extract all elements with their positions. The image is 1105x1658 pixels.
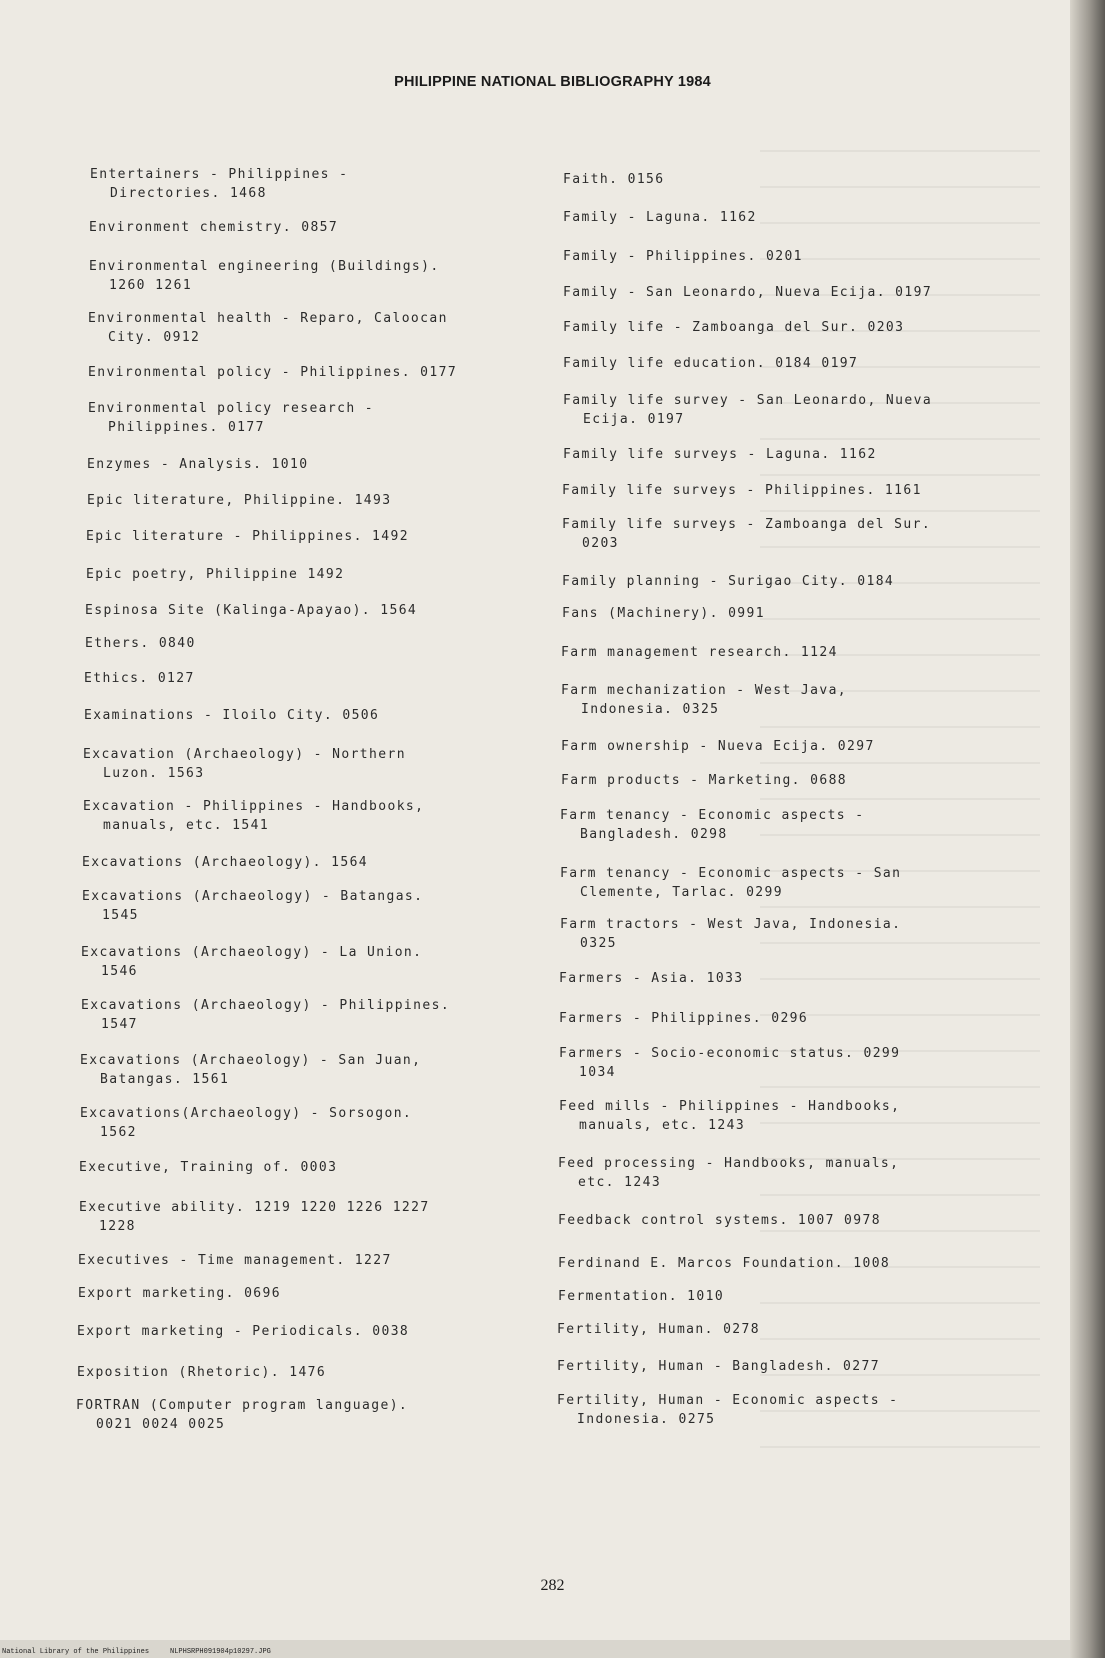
- index-entry: Farmers - Philippines. 0296: [559, 1011, 809, 1026]
- index-entry: Fertility, Human - Bangladesh. 0277: [557, 1359, 880, 1374]
- index-entry: Farmers - Asia. 1033: [559, 971, 744, 986]
- index-entry: Family life surveys - Zamboanga del Sur. 0203: [562, 517, 932, 551]
- index-entry: Farm tenancy - Economic aspects - San Clemente, Tarlac. 0299: [560, 866, 902, 900]
- index-entry: Environment chemistry. 0857: [89, 220, 339, 235]
- index-entry: Excavations (Archaeology) - Batangas. 1545: [82, 889, 424, 923]
- index-entry: Epic poetry, Philippine 1492: [86, 567, 345, 582]
- index-entry: Excavations (Archaeology). 1564: [82, 855, 369, 870]
- index-entry: Examinations - Iloilo City. 0506: [84, 708, 380, 723]
- index-entry: Farm tractors - West Java, Indonesia. 0325: [560, 917, 902, 951]
- index-entry: Ethics. 0127: [84, 671, 195, 686]
- index-entry: FORTRAN (Computer program language). 0021 0024 0025: [76, 1398, 409, 1432]
- index-entry: Excavation (Archaeology) - Northern Luzon. 1563: [83, 747, 406, 781]
- index-entry: Entertainers - Philippines - Directories. 1468: [90, 167, 349, 201]
- index-entry: Family life education. 0184 0197: [563, 356, 859, 371]
- index-entry: Epic literature - Philippines. 1492: [86, 529, 409, 544]
- index-entry: Ferdinand E. Marcos Foundation. 1008: [558, 1256, 891, 1271]
- index-entry: Environmental engineering (Buildings). 1260 1261: [89, 259, 440, 293]
- index-entry: Family life survey - San Leonardo, Nueva Ecija. 0197: [563, 393, 933, 427]
- index-entry: Executives - Time management. 1227: [78, 1253, 392, 1268]
- index-entry: Farm tenancy - Economic aspects - Bangladesh. 0298: [560, 808, 865, 842]
- index-entry: Excavations(Archaeology) - Sorsogon. 1562: [80, 1106, 413, 1140]
- index-entry: Family life - Zamboanga del Sur. 0203: [563, 320, 905, 335]
- index-entry: Fans (Machinery). 0991: [562, 606, 765, 621]
- index-entry: Farmers - Socio-economic status. 0299 1034: [559, 1046, 901, 1080]
- index-entry: Family life surveys - Laguna. 1162: [563, 447, 877, 462]
- index-entry: Fermentation. 1010: [558, 1289, 725, 1304]
- index-entry: Fertility, Human - Economic aspects - Indonesia. 0275: [557, 1393, 899, 1427]
- index-entry: Farm products - Marketing. 0688: [561, 773, 848, 788]
- index-entry: Excavations (Archaeology) - Philippines. 1547: [81, 998, 451, 1032]
- index-entry: Excavations (Archaeology) - La Union. 1546: [81, 945, 423, 979]
- index-entry: Family - Philippines. 0201: [563, 249, 803, 264]
- index-entry: Environmental policy - Philippines. 0177: [88, 365, 458, 380]
- index-entry: Executive, Training of. 0003: [79, 1160, 338, 1175]
- scan-footer: National Library of the Philippines NLPHSRPH091904p10297.JPG: [2, 1648, 271, 1656]
- page-title: PHILIPPINE NATIONAL BIBLIOGRAPHY 1984: [394, 74, 711, 90]
- index-entry: Enzymes - Analysis. 1010: [87, 457, 309, 472]
- index-entry: Feedback control systems. 1007 0978: [558, 1213, 881, 1228]
- index-entry: Exposition (Rhetoric). 1476: [77, 1365, 327, 1380]
- page-number: 282: [540, 1577, 565, 1594]
- index-entry: Family life surveys - Philippines. 1161: [562, 483, 922, 498]
- index-entry: Excavation - Philippines - Handbooks, manuals, etc. 1541: [83, 799, 425, 833]
- index-entry: Fertility, Human. 0278: [557, 1322, 760, 1337]
- index-entry: Family - San Leonardo, Nueva Ecija. 0197: [563, 285, 933, 300]
- index-entry: Farm mechanization - West Java, Indonesia. 0325: [561, 683, 848, 717]
- index-entry: Ethers. 0840: [85, 636, 196, 651]
- index-entry: Espinosa Site (Kalinga-Apayao). 1564: [85, 603, 418, 618]
- index-entry: Environmental health - Reparo, Caloocan City. 0912: [88, 311, 448, 345]
- index-entry: Export marketing. 0696: [78, 1286, 281, 1301]
- index-entry: Executive ability. 1219 1220 1226 1227 1228: [79, 1200, 430, 1234]
- book-spine-shadow: [1070, 0, 1105, 1658]
- index-entry: Faith. 0156: [563, 172, 665, 187]
- index-entry: Environmental policy research - Philippines. 0177: [88, 401, 375, 435]
- index-entry: Farm management research. 1124: [561, 645, 838, 660]
- index-entry: Export marketing - Periodicals. 0038: [77, 1324, 410, 1339]
- index-entry: Farm ownership - Nueva Ecija. 0297: [561, 739, 875, 754]
- index-entry: Epic literature, Philippine. 1493: [87, 493, 392, 508]
- index-entry: Feed processing - Handbooks, manuals, etc. 1243: [558, 1156, 900, 1190]
- index-entry: Family - Laguna. 1162: [563, 210, 757, 225]
- index-entry: Feed mills - Philippines - Handbooks, manuals, etc. 1243: [559, 1099, 901, 1133]
- index-entry: Excavations (Archaeology) - San Juan, Batangas. 1561: [80, 1053, 422, 1087]
- index-entry: Family planning - Surigao City. 0184: [562, 574, 895, 589]
